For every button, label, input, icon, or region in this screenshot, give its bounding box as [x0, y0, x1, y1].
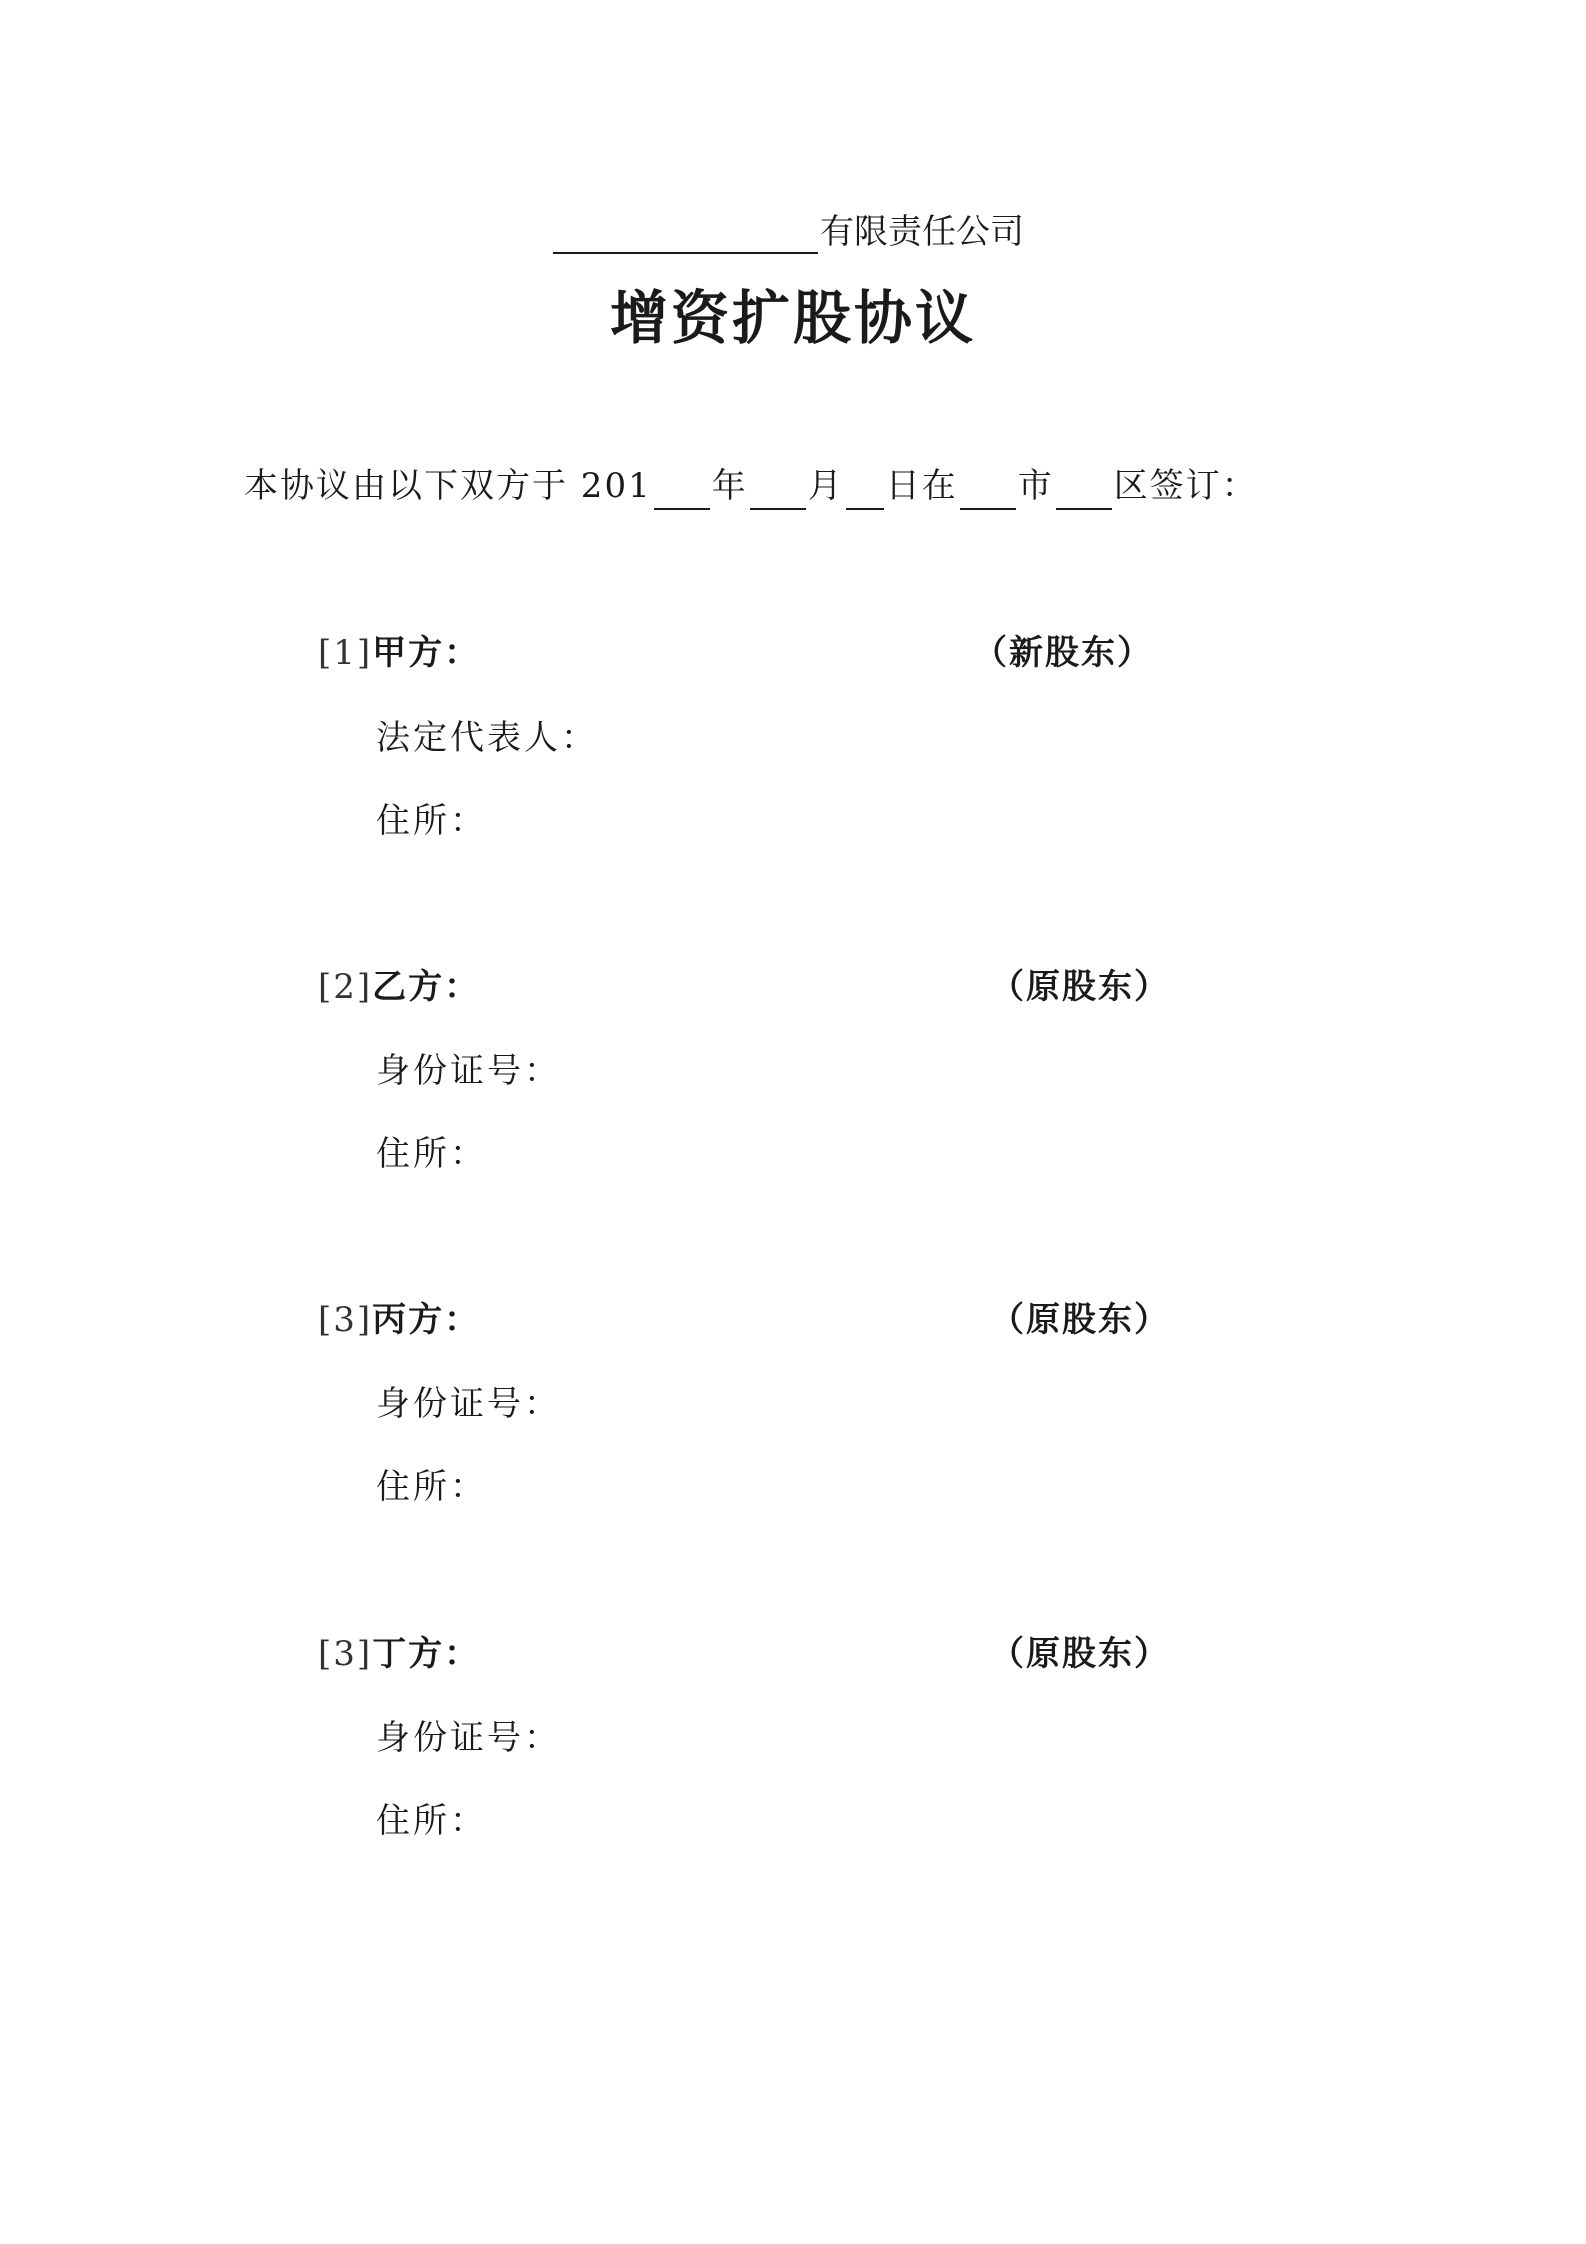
party-a-heading — [318, 629, 480, 677]
party-a-role: （新股东） — [973, 633, 1153, 673]
party-c-heading — [318, 1296, 480, 1344]
party-d-role: （原股东） — [990, 1634, 1170, 1674]
company-name-line — [553, 210, 1024, 254]
intro-text-5: 市 — [1017, 466, 1054, 506]
document-title: 增资扩股协议 — [609, 284, 976, 352]
party-b-address-label: 住所： — [376, 1134, 487, 1174]
party-b-heading — [318, 963, 480, 1011]
intro-text-3: 月 — [807, 466, 844, 506]
party-d-name: 丁方： — [372, 1634, 481, 1674]
company-suffix: 有限责任公司 — [820, 212, 1024, 252]
year-blank[interactable] — [654, 474, 710, 510]
party-b-id-label: 身份证号： — [376, 1051, 561, 1091]
party-a-legal-rep-label: 法定代表人： — [376, 718, 598, 758]
day-blank[interactable] — [846, 474, 884, 510]
party-d-address-label: 住所： — [376, 1801, 487, 1841]
intro-line — [244, 462, 1258, 510]
party-b-name: 乙方： — [372, 967, 481, 1007]
party-a-name: 甲方： — [372, 633, 481, 673]
intro-text-1: 本协议由以下双方于 201 — [244, 466, 652, 506]
intro-text-4: 日在 — [885, 466, 958, 506]
party-a-address-label: 住所： — [376, 801, 487, 841]
party-b-number: [2] — [318, 967, 373, 1007]
month-blank[interactable] — [750, 474, 806, 510]
party-c-name: 丙方： — [372, 1300, 481, 1340]
party-b-role: （原股东） — [990, 967, 1170, 1007]
intro-text-6: 区签订： — [1113, 466, 1258, 506]
party-d-heading — [318, 1630, 480, 1678]
intro-text-2: 年 — [711, 466, 748, 506]
party-d-number: [3] — [318, 1634, 373, 1674]
party-c-role: （原股东） — [990, 1300, 1170, 1340]
party-c-address-label: 住所： — [376, 1467, 487, 1507]
party-c-number: [3] — [318, 1300, 373, 1340]
company-name-blank[interactable] — [553, 218, 818, 254]
party-c-id-label: 身份证号： — [376, 1384, 561, 1424]
city-blank[interactable] — [960, 474, 1016, 510]
party-a-number: [1] — [318, 633, 373, 673]
party-d-id-label: 身份证号： — [376, 1718, 561, 1758]
district-blank[interactable] — [1056, 474, 1112, 510]
